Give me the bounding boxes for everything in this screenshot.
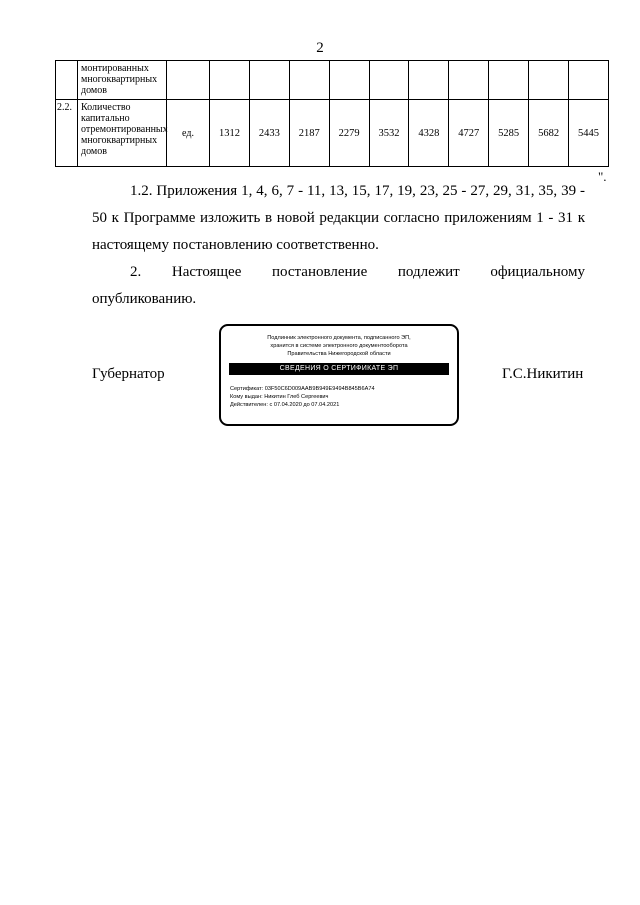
- value-cell: [289, 61, 329, 100]
- closing-quote: ".: [598, 169, 607, 184]
- indicator-name: Количество капитально отремонтированных многоквартирных домов: [78, 100, 167, 167]
- electronic-signature-stamp: [219, 324, 459, 426]
- value-cell: [529, 61, 569, 100]
- value-cell: [489, 61, 529, 100]
- indicator-name: монтированных многоквартирных домов: [78, 61, 167, 100]
- value-cell: 2187: [289, 100, 329, 167]
- certificate-bar: СВЕДЕНИЯ О СЕРТИФИКАТЕ ЭП: [229, 363, 449, 375]
- signer-name: Г.С.Никитин: [502, 366, 584, 382]
- unit-cell: ед.: [167, 100, 210, 167]
- table-row: [56, 61, 609, 100]
- value-cell: [409, 61, 449, 100]
- value-cell: [329, 61, 369, 100]
- value-cell: [210, 61, 250, 100]
- value-cell: 1312: [210, 100, 250, 167]
- value-cell: 2433: [249, 100, 289, 167]
- indicator-table: [55, 60, 609, 167]
- stamp-line: Правительства Нижегородской области: [287, 351, 391, 357]
- table-row: [56, 100, 609, 167]
- value-cell: 5445: [569, 100, 609, 167]
- paragraph-word: постановление: [272, 264, 368, 280]
- value-cell: [369, 61, 409, 100]
- page-number: 2: [316, 40, 324, 56]
- certificate-number: Сертификат: 03F50C6D009AAB9B949E9494B845B6A74: [230, 386, 375, 392]
- certificate-owner: Кому выдан: Никитин Глеб Сергеевич: [230, 394, 329, 400]
- paragraph-word: подлежит: [397, 264, 460, 280]
- stamp-header: [221, 334, 457, 358]
- value-cell: [249, 61, 289, 100]
- row-number: [56, 61, 78, 100]
- paragraph-line: [92, 259, 585, 286]
- paragraph-line: опубликованию.: [92, 291, 197, 307]
- unit-cell: [167, 61, 210, 100]
- value-cell: [569, 61, 609, 100]
- row-number: 2.2.: [56, 100, 78, 167]
- paragraph-publication: [92, 259, 585, 313]
- stamp-line: Подлинник электронного документа, подписанного ЭП,: [267, 335, 411, 341]
- paragraph-word: 2.: [130, 264, 142, 280]
- signer-title: Губернатор: [92, 366, 165, 382]
- paragraph-word: Настоящее: [171, 264, 242, 280]
- stamp-line: хранится в системе электронного документооборота: [270, 343, 408, 349]
- value-cell: 4328: [409, 100, 449, 167]
- value-cell: 4727: [449, 100, 489, 167]
- paragraph-word: официальному: [490, 264, 585, 280]
- paragraph-appendices: 1.2. Приложения 1, 4, 6, 7 - 11, 13, 15, 17, 19, 23, 25 - 27, 29, 31, 35, 39 - 50 к Программе изложить в новой редакции согласно приложениям 1 - 31 к настоящему постановлению соответственно.: [92, 183, 585, 253]
- value-cell: 5682: [529, 100, 569, 167]
- certificate-info: [230, 385, 457, 409]
- certificate-validity: Действителен: с 07.04.2020 до 07.04.2021: [230, 402, 340, 408]
- value-cell: 2279: [329, 100, 369, 167]
- value-cell: 5285: [489, 100, 529, 167]
- value-cell: [449, 61, 489, 100]
- value-cell: 3532: [369, 100, 409, 167]
